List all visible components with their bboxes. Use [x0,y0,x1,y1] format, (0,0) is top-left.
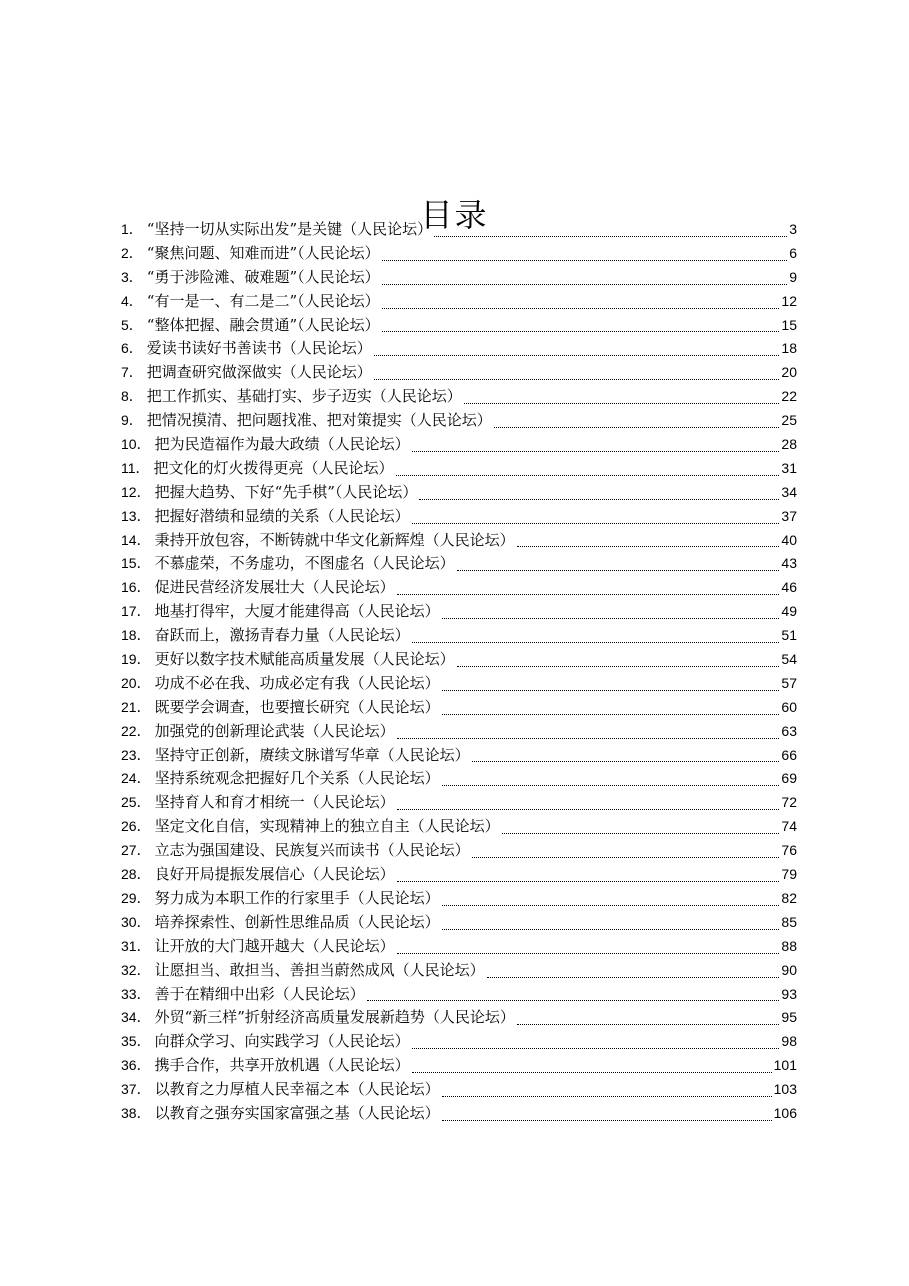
toc-entry-number: 27． [121,842,151,859]
toc-entry[interactable] [121,839,797,863]
toc-entry-page-number: 57 [781,674,797,691]
toc-dot-leader [397,952,780,954]
toc-entry-number: 21． [121,698,151,715]
toc-entry-title: 以教育之力厚植人民幸福之本（人民论坛） [154,1080,440,1099]
toc-dot-leader [382,283,788,285]
toc-entry-number: 12． [121,483,151,500]
toc-entry-page-number: 54 [781,651,797,668]
toc-entry-title: “勇于涉险滩、破难题”（人民论坛） [146,267,380,286]
toc-entry[interactable] [121,959,797,983]
toc-entry-title: 携手合作，共享开放机遇（人民论坛） [154,1056,410,1075]
toc-entry-number: 32． [121,961,151,978]
toc-entry-page-number: 20 [781,364,797,381]
toc-entry-number: 18． [121,627,151,644]
toc-dot-leader [434,235,787,237]
toc-entry-number: 6． [121,340,143,357]
toc-entry-title: 更好以数字技术赋能高质量发展（人民论坛） [154,650,455,669]
toc-dot-leader [464,402,780,404]
toc-entry[interactable] [121,1030,797,1054]
toc-dot-leader [382,330,780,332]
toc-dot-leader [442,1119,772,1121]
toc-dot-leader [472,856,780,858]
toc-entry-number: 31． [121,937,151,954]
toc-dot-leader [382,259,788,261]
toc-dot-leader [472,760,780,762]
toc-entry-page-number: 72 [781,794,797,811]
toc-entry-page-number: 31 [781,459,797,476]
toc-entry-title: 让愿担当、敢担当、善担当蔚然成风（人民论坛） [154,960,485,979]
toc-entry-title: 奋跃而上，激扬青春力量（人民论坛） [154,626,410,645]
toc-entry-page-number: 22 [781,388,797,405]
toc-entry-number: 35． [121,1033,151,1050]
toc-dot-leader [397,593,780,595]
toc-entry-title: 努力成为本职工作的行家里手（人民论坛） [154,888,440,907]
toc-entry[interactable] [121,696,797,720]
toc-entry-title: 培养探索性、创新性思维品质（人民论坛） [154,912,440,931]
toc-title: 目录 [420,196,489,235]
toc-entry[interactable] [121,361,797,385]
toc-entry-page-number: 6 [789,244,797,261]
toc-entry-number: 22． [121,722,151,739]
toc-entry[interactable] [121,481,797,505]
toc-entry-number: 17． [121,603,151,620]
toc-entry-number: 25． [121,794,151,811]
toc-entry-page-number: 101 [773,1057,797,1074]
toc-dot-leader [442,928,780,930]
toc-entry-page-number: 18 [781,340,797,357]
toc-dot-leader [419,498,779,500]
toc-entry[interactable] [121,409,797,433]
toc-entry-number: 15． [121,555,151,572]
toc-entry-title: 立志为强国建设、民族复兴而读书（人民论坛） [154,841,470,860]
toc-dot-leader [412,641,780,643]
toc-entry-title: 把为民造福作为最大政绩（人民论坛） [154,435,410,454]
toc-entry-title: “有一是一、有二是二”（人民论坛） [146,291,380,310]
toc-entry[interactable] [121,911,797,935]
toc-entry[interactable] [121,887,797,911]
toc-dot-leader [517,545,780,547]
toc-entry[interactable] [121,648,797,672]
toc-entry-page-number: 74 [781,818,797,835]
toc-entry-page-number: 46 [781,579,797,596]
toc-entry-page-number: 82 [781,889,797,906]
toc-entry-title: 坚持育人和育才相统一（人民论坛） [154,793,395,812]
toc-entry-title: 既要学会调查，也要擅长研究（人民论坛） [154,697,440,716]
toc-entry-page-number: 37 [781,507,797,524]
toc-dot-leader [442,784,780,786]
toc-entry[interactable] [121,576,797,600]
toc-entry-number: 3． [121,268,143,285]
toc-entry-title: 坚定文化自信，实现精神上的独立自主（人民论坛） [154,817,500,836]
toc-entry[interactable] [121,290,797,314]
toc-entry-number: 8． [121,388,143,405]
toc-entry-number: 9． [121,412,143,429]
toc-entry[interactable] [121,385,797,409]
toc-dot-leader [412,450,780,452]
toc-entry[interactable] [121,337,797,361]
toc-entry-title: 良好开局提振发展信心（人民论坛） [154,865,395,884]
toc-dot-leader [442,689,780,691]
toc-entry-page-number: 63 [781,722,797,739]
toc-entry-title: 以教育之强夯实国家富强之基（人民论坛） [154,1103,440,1122]
toc-entry-page-number: 79 [781,866,797,883]
toc-dot-leader [442,713,780,715]
toc-entry[interactable] [121,1054,797,1078]
toc-entry-title: 善于在精细中出彩（人民论坛） [154,984,365,1003]
toc-entry-page-number: 103 [773,1081,797,1098]
toc-entry-title: “整体把握、融会贯通”（人民论坛） [146,315,380,334]
toc-entry-number: 24． [121,770,151,787]
toc-entry[interactable] [121,815,797,839]
toc-dot-leader [442,617,780,619]
toc-dot-leader [397,880,780,882]
toc-dot-leader [374,378,780,380]
toc-entry-number: 7． [121,364,143,381]
toc-entry[interactable] [121,791,797,815]
toc-entry-page-number: 28 [781,436,797,453]
toc-entry[interactable] [121,863,797,887]
toc-entry-title: 把握好潜绩和显绩的关系（人民论坛） [154,506,410,525]
toc-entry-page-number: 93 [781,985,797,1002]
toc-entry[interactable] [121,983,797,1007]
toc-entry-number: 28． [121,866,151,883]
toc-entry[interactable] [121,935,797,959]
toc-entry-title: 爱读书读好书善读书（人民论坛） [146,339,372,358]
toc-entry-page-number: 60 [781,698,797,715]
toc-entry-title: 外贸“新三样”折射经济高质量发展新趋势（人民论坛） [154,1008,515,1027]
toc-entry-page-number: 34 [781,483,797,500]
toc-entry-page-number: 49 [781,603,797,620]
toc-entry[interactable] [121,505,797,529]
toc-entry-number: 14． [121,531,151,548]
toc-entry-page-number: 98 [781,1033,797,1050]
toc-entry-number: 4． [121,292,143,309]
toc-entry-number: 19． [121,651,151,668]
toc-entry[interactable] [121,1102,797,1126]
toc-entry-title: 把调查研究做深做实（人民论坛） [146,363,372,382]
toc-entry[interactable] [121,720,797,744]
toc-entry-number: 37． [121,1081,151,1098]
toc-entry-page-number: 66 [781,746,797,763]
toc-entry-title: 功成不必在我、功成必定有我（人民论坛） [154,673,440,692]
toc-entry-page-number: 95 [781,1009,797,1026]
toc-entry-page-number: 25 [781,412,797,429]
toc-entry[interactable] [121,767,797,791]
toc-dot-leader [412,1071,772,1073]
toc-entry[interactable] [121,600,797,624]
toc-entry[interactable] [121,433,797,457]
toc-entry-number: 13． [121,507,151,524]
toc-entry-number: 20． [121,674,151,691]
toc-entry-page-number: 12 [781,292,797,309]
toc-entry-page-number: 40 [781,531,797,548]
toc-entry-title: 把工作抓实、基础打实、步子迈实（人民论坛） [146,387,462,406]
toc-entry-page-number: 43 [781,555,797,572]
toc-entry-title: 让开放的大门越开越大（人民论坛） [154,936,395,955]
toc-entry-title: 地基打得牢，大厦才能建得高（人民论坛） [154,602,440,621]
toc-dot-leader [412,522,780,524]
toc-entry-title: 加强党的创新理论武装（人民论坛） [154,721,395,740]
toc-entry-number: 5． [121,316,143,333]
toc-entry[interactable] [121,314,797,338]
toc-dot-leader [396,474,780,476]
toc-entry-number: 36． [121,1057,151,1074]
toc-entry-title: 把情况摸清、把问题找准、把对策提实（人民论坛） [146,411,492,430]
toc-entry-page-number: 106 [773,1104,797,1121]
toc-dot-leader [487,976,780,978]
toc-entry-number: 34． [121,1009,151,1026]
toc-entry-number: 26． [121,818,151,835]
toc-entry-title: 坚持系统观念把握好几个关系（人民论坛） [154,769,440,788]
toc-entry-number: 10． [121,436,151,453]
toc-entry-number: 30． [121,913,151,930]
toc-entry-title: “坚持一切从实际出发”是关键（人民论坛） [146,220,433,238]
toc-entry[interactable] [121,218,797,242]
toc-entry-page-number: 88 [781,937,797,954]
toc-dot-leader [457,665,780,667]
toc-entry-number: 11． [121,459,150,476]
toc-entry-page-number: 69 [781,770,797,787]
toc-entry-page-number: 76 [781,842,797,859]
toc-entry-number: 23． [121,746,151,763]
toc-entry[interactable] [121,1006,797,1030]
toc-dot-leader [412,1047,780,1049]
toc-entry-title: 秉持开放包容，不断铸就中华文化新辉煌（人民论坛） [154,530,515,549]
toc-entry-page-number: 51 [781,627,797,644]
toc-dot-leader [457,569,780,571]
toc-entry[interactable] [121,457,797,481]
toc-entry-title: 把握大趋势、下好“先手棋”（人民论坛） [154,482,418,501]
toc-entry[interactable] [121,529,797,553]
toc-entry-title: “聚焦问题、知难而进”（人民论坛） [146,243,380,262]
toc-dot-leader [517,1023,780,1025]
toc-entry-title: 不慕虚荣，不务虚功，不图虚名（人民论坛） [154,554,455,573]
toc-entry[interactable] [121,242,797,266]
toc-dot-leader [397,737,780,739]
toc-entry-page-number: 3 [789,221,797,237]
toc-entry-title: 把文化的灯火拨得更亮（人民论坛） [153,458,394,477]
toc-dot-leader [382,307,780,309]
toc-entry[interactable] [121,552,797,576]
toc-entry-number: 16． [121,579,151,596]
toc-entry-number: 33． [121,985,151,1002]
toc-entry-page-number: 9 [789,268,797,285]
toc-entry-page-number: 15 [781,316,797,333]
toc-entry-number: 2． [121,244,143,261]
toc-entry-number: 1． [121,221,143,237]
toc-dot-leader [442,904,780,906]
toc-entry[interactable] [121,266,797,290]
toc-entry[interactable] [121,672,797,696]
toc-entry-number: 38． [121,1104,151,1121]
toc-entry-number: 29． [121,889,151,906]
toc-entry-page-number: 90 [781,961,797,978]
toc-dot-leader [367,999,780,1001]
toc-dot-leader [494,426,780,428]
toc-entry[interactable] [121,624,797,648]
toc-list [121,218,797,1126]
toc-dot-leader [397,808,780,810]
toc-entry-page-number: 85 [781,913,797,930]
toc-dot-leader [442,1095,772,1097]
toc-entry[interactable] [121,1078,797,1102]
toc-entry-title: 促进民营经济发展壮大（人民论坛） [154,578,395,597]
toc-entry[interactable] [121,744,797,768]
toc-dot-leader [502,832,780,834]
toc-entry-title: 向群众学习、向实践学习（人民论坛） [154,1032,410,1051]
toc-entry-title: 坚持守正创新，赓续文脉谱写华章（人民论坛） [154,745,470,764]
toc-dot-leader [374,354,780,356]
